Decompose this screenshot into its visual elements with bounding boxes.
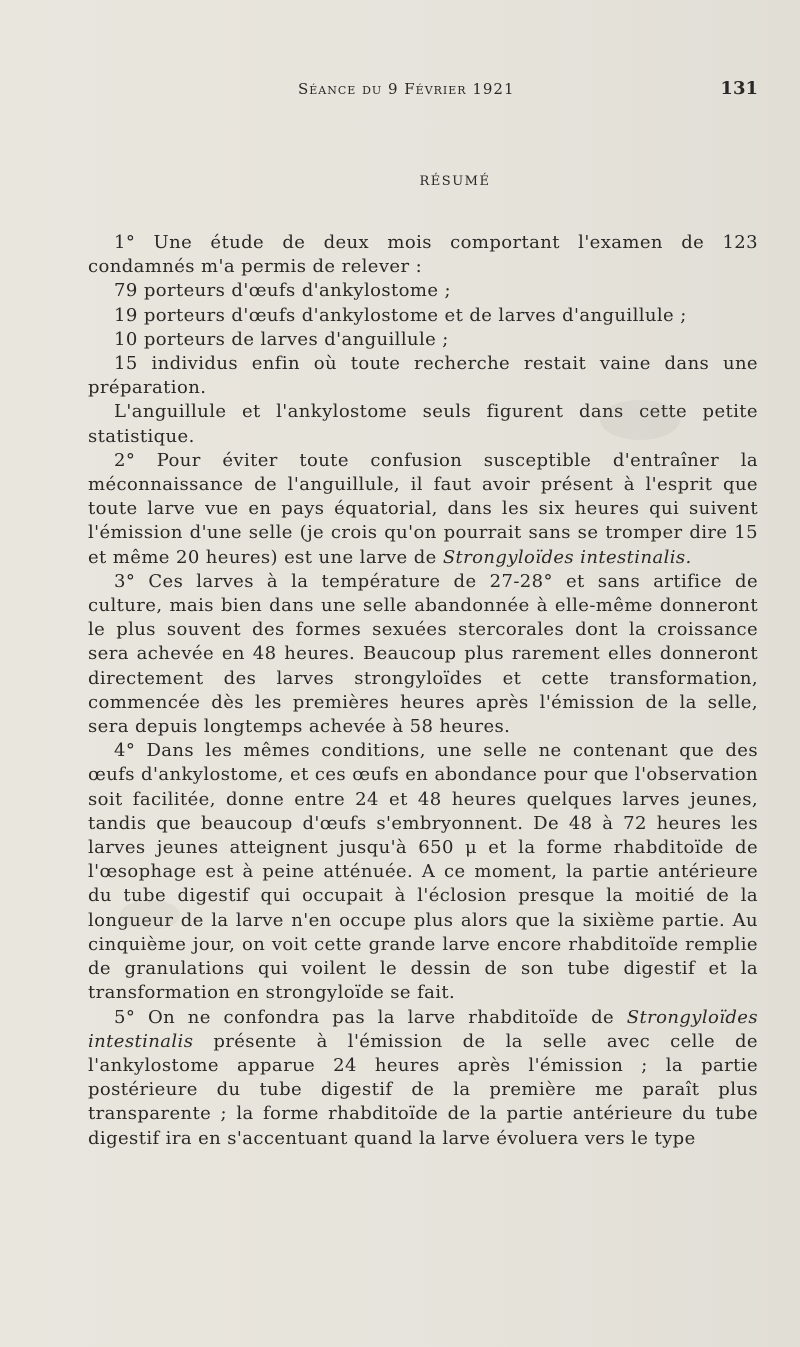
paragraph-6	[88, 1006, 758, 1151]
running-head	[88, 72, 762, 110]
section-title: RÉSUMÉ	[419, 174, 491, 189]
paragraph-3	[88, 449, 758, 570]
paper-stain	[120, 900, 180, 930]
list-item-1: 79 porteurs d'œufs d'ankylostome ;	[114, 280, 451, 302]
list-item-4: 15 individus enfin où toute recherche restait vaine dans une préparation.	[88, 353, 758, 399]
paragraph-2: L'anguillule et l'ankylostome seuls figurent dans cette petite statistique.	[88, 401, 758, 447]
paragraph-4: 3° Ces larves à la température de 27-28° et sans artifice de culture, mais bien dans une selle abandonnée à elle-même donneront le plus souvent des formes sexuées stercorales dont la croissance sera achevée en 48 heures. Beaucoup plus rarement elles donneront directement des larves strongyloïdes et cette transformation, commencée dès les premières heures après l'émission de la selle, sera depuis longtemps achevée à 58 heures.	[88, 570, 758, 738]
paragraph-6-text-end: présente à l'émission de la selle avec celle de l'ankylostome apparue 24 heures après l'émission ; la partie postérieure du tube digestif de la première me paraît plus transparente ; la forme rhabditoïde de la partie antérieure du tube digestif ira en s'accentuant quand la larve évoluera vers le type	[88, 1030, 758, 1149]
paragraph-5: 4° Dans les mêmes conditions, une selle ne contenant que des œufs d'ankylostome, et ces œufs en abondance pour que l'observation soit facilitée, donne entre 24 et 48 heures quelques larves jeunes, tandis que beaucoup d'œufs s'embryonnent. De 48 à 72 heures les larves jeunes atteignent jusqu'à 650 μ et la forme rhabditoïde de l'œsophage est à peine atténuée. A ce moment, la partie antérieure du tube digestif qui occupait à l'éclosion presque la moitié de la longueur de la larve n'en occupe plus alors que la sixième partie. Au cinquième jour, on voit cette grande larve encore rhabditoïde remplie de granulations qui voilent le dessin de son tube digestif et la transformation en strongyloïde se fait.	[88, 740, 758, 1004]
page-number: 131	[720, 78, 758, 99]
paragraph-3-text: 2° Pour éviter toute confusion susceptible d'entraîner la méconnaissance de l'anguillule, il faut avoir présent à l'esprit que toute larve vue en pays équatorial, dans les six heures qui suivent l'émission d'une selle (je crois qu'on pourrait sans se tromper dire 15 et même 20 heures) est une larve de	[88, 449, 758, 568]
species-name: Strongyloïdes intestinalis.	[442, 546, 692, 568]
running-title: Séance du 9 Février 1921	[298, 80, 515, 98]
species-name: Strongyloïdes intestinalis	[88, 1006, 758, 1052]
paper-stain	[600, 400, 680, 440]
paragraph-6-text-start: 5° On ne confondra pas la larve rhabditoïde de	[114, 1006, 627, 1028]
list-item-3: 10 porteurs de larves d'anguillule ;	[114, 328, 449, 350]
paragraph-1: 1° Une étude de deux mois comportant l'examen de 123 condamnés m'a permis de relever :	[88, 232, 758, 278]
list-item-2: 19 porteurs d'œufs d'ankylostome et de larves d'anguillule ;	[114, 304, 687, 326]
body-text	[88, 231, 758, 1151]
